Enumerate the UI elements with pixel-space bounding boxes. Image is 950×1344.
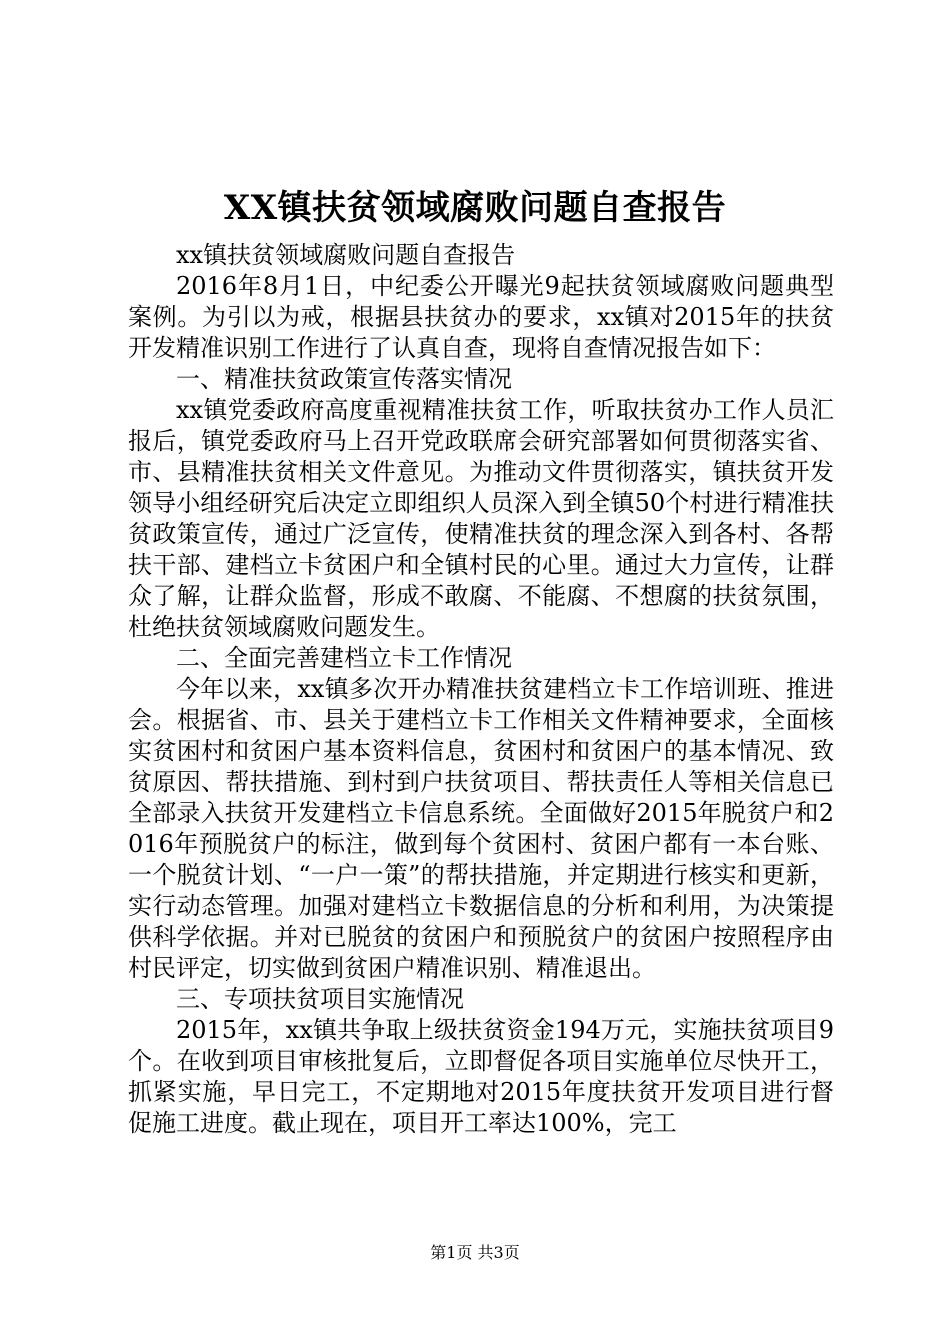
paragraph-section-2: 今年以来，xx镇多次开办精准扶贫建档立卡工作培训班、推进会。根据省、市、县关于建档立卡工作相关文件精神要求，全面核实贫困村和贫困户基本资料信息，贫困村和贫困户的基本情况、致贫原因、帮扶措施、到村到户扶贫项目、帮扶责任人等相关信息已全部录入扶贫开发建档立卡信息系统。全面做好2015年脱贫户和2016年预脱贫户的标注，做到每个贫困村、贫困户都有一本台账、一个脱贫计划、“一户一策”的帮扶措施，并定期进行核实和更新，实行动态管理。加强对建档立卡数据信息的分析和利用，为决策提供科学依据。并对已脱贫的贫困户和预脱贫户的贫困户按照程序由村民评定，切实做到贫困户精准识别、精准退出。 (128, 675, 834, 982)
section-heading-2: 二、全面完善建档立卡工作情况 (176, 644, 512, 672)
document-title: XX镇扶贫领域腐败问题自查报告 (223, 188, 727, 228)
paragraph-intro: 2016年8月1日，中纪委公开曝光9起扶贫领域腐败问题典型案例。为引以为戒，根据县扶贫办的要求，xx镇对2015年的扶贫开发精准识别工作进行了认真自查，现将自查情况报告如下： (128, 272, 834, 362)
document-body (128, 240, 834, 1139)
paragraph-section-3: 2015年，xx镇共争取上级扶贫资金194万元，实施扶贫项目9个。在收到项目审核批复后，立即督促各项目实施单位尽快开工，抓紧实施，早日完工，不定期地对2015年度扶贫开发项目进行督促施工进度。截止现在，项目开工率达100%，完工 (128, 1016, 834, 1137)
paragraph-section-1: xx镇党委政府高度重视精准扶贫工作，听取扶贫办工作人员汇报后，镇党委政府马上召开党政联席会研究部署如何贯彻落实省、市、县精准扶贫相关文件意见。为推动文件贯彻落实，镇扶贫开发领导小组经研究后决定立即组织人员深入到全镇50个村进行精准扶贫政策宣传，通过广泛宣传，使精准扶贫的理念深入到各村、各帮扶干部、建档立卡贫困户和全镇村民的心里。通过大力宣传，让群众了解，让群众监督，形成不敢腐、不能腐、不想腐的扶贫氛围，杜绝扶贫领域腐败问题发生。 (128, 396, 834, 641)
section-heading-3: 三、专项扶贫项目实施情况 (176, 985, 464, 1013)
paragraph-subtitle: xx镇扶贫领域腐败问题自查报告 (176, 241, 516, 269)
section-heading-1: 一、精准扶贫政策宣传落实情况 (176, 365, 512, 393)
page-footer: 第1页 共3页 (430, 1243, 520, 1262)
